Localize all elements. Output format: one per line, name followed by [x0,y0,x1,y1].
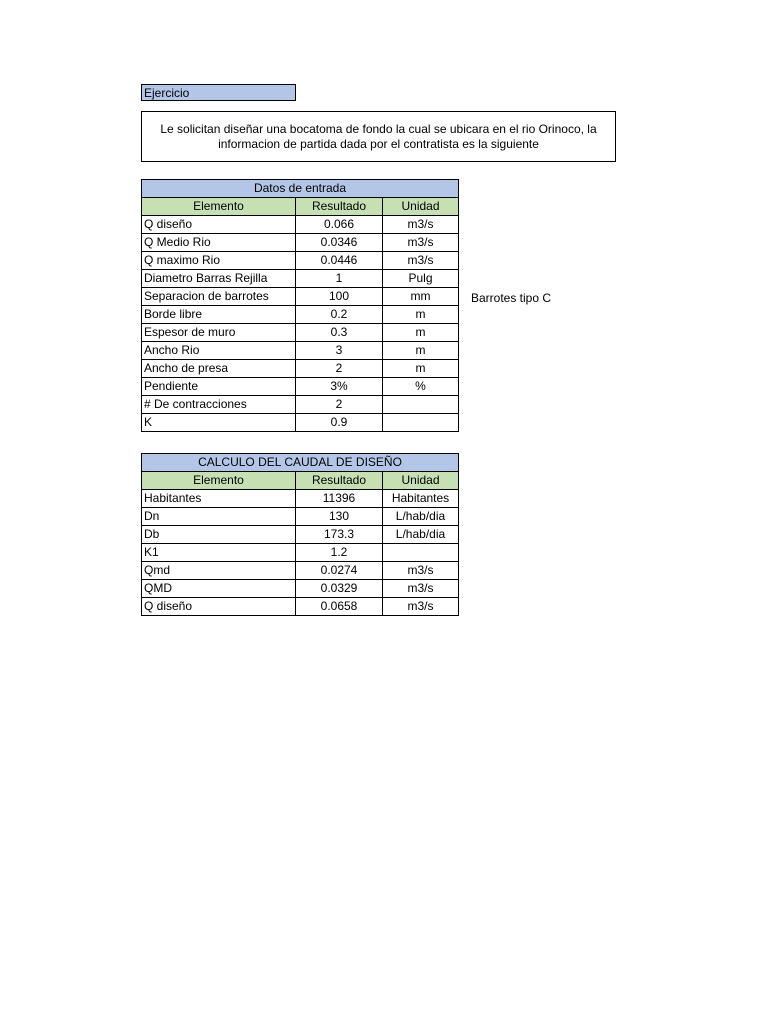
header-elemento: Elemento [142,472,296,490]
cell-unidad: m3/s [383,234,459,252]
cell-unidad: L/hab/dia [383,508,459,526]
cell-resultado: 0.0658 [296,598,383,616]
cell-unidad: m [383,324,459,342]
cell-resultado: 100 [296,288,383,306]
cell-unidad: m3/s [383,562,459,580]
cell-elemento: Diametro Barras Rejilla [142,270,296,288]
header-resultado: Resultado [296,472,383,490]
cell-elemento: Q Medio Rio [142,234,296,252]
cell-elemento: Db [142,526,296,544]
cell-elemento: Ancho de presa [142,360,296,378]
cell-elemento: Espesor de muro [142,324,296,342]
table-row [142,360,459,378]
cell-unidad: Pulg [383,270,459,288]
cell-elemento: Q maximo Rio [142,252,296,270]
table-row [142,490,459,508]
cell-elemento: Separacion de barrotes [142,288,296,306]
side-note: Barrotes tipo C [471,291,552,305]
input-table-title: Datos de entrada [142,180,459,198]
cell-unidad [383,544,459,562]
cell-resultado: 0.3 [296,324,383,342]
table-row [142,270,459,288]
table-row [142,306,459,324]
cell-unidad: Habitantes [383,490,459,508]
cell-elemento: K1 [142,544,296,562]
cell-elemento: Pendiente [142,378,296,396]
cell-elemento: Qmd [142,562,296,580]
design-table-header-row [142,472,459,490]
cell-resultado: 0.2 [296,306,383,324]
cell-unidad [383,396,459,414]
cell-resultado: 3% [296,378,383,396]
cell-unidad: mm [383,288,459,306]
cell-unidad: % [383,378,459,396]
cell-resultado: 3 [296,342,383,360]
table-row [142,396,459,414]
cell-elemento: Borde libre [142,306,296,324]
cell-elemento: Habitantes [142,490,296,508]
header-resultado: Resultado [296,198,383,216]
cell-resultado: 0.0274 [296,562,383,580]
input-table-header-row [142,198,459,216]
cell-resultado: 1 [296,270,383,288]
cell-resultado: 0.066 [296,216,383,234]
design-table-title-row [142,454,459,472]
cell-unidad [383,414,459,432]
cell-unidad: m [383,306,459,324]
cell-resultado: 130 [296,508,383,526]
design-flow-table [141,453,459,616]
header-unidad: Unidad [383,472,459,490]
cell-elemento: # De contracciones [142,396,296,414]
table-row [142,414,459,432]
cell-resultado: 2 [296,396,383,414]
table-row [142,508,459,526]
cell-resultado: 0.9 [296,414,383,432]
table-row [142,544,459,562]
cell-elemento: Q diseño [142,216,296,234]
cell-elemento: Q diseño [142,598,296,616]
table-row [142,234,459,252]
header-unidad: Unidad [383,198,459,216]
cell-unidad: m3/s [383,598,459,616]
cell-unidad: m [383,360,459,378]
cell-resultado: 2 [296,360,383,378]
exercise-label: Ejercicio [141,84,296,101]
design-table-title: CALCULO DEL CAUDAL DE DISEÑO [142,454,459,472]
table-row [142,216,459,234]
table-row [142,580,459,598]
cell-resultado: 0.0446 [296,252,383,270]
table-row [142,598,459,616]
table-row [142,324,459,342]
cell-elemento: QMD [142,580,296,598]
table-row [142,562,459,580]
exercise-description: Le solicitan diseñar una bocatoma de fondo la cual se ubicara en el rio Orinoco, la informacion de partida dada por el contratista es la siguiente [141,111,616,162]
cell-resultado: 173.3 [296,526,383,544]
input-data-table [141,179,459,432]
table-row [142,252,459,270]
cell-unidad: m [383,342,459,360]
cell-elemento: K [142,414,296,432]
cell-elemento: Dn [142,508,296,526]
table-row [142,342,459,360]
input-table-title-row [142,180,459,198]
cell-resultado: 0.0346 [296,234,383,252]
cell-unidad: m3/s [383,580,459,598]
cell-unidad: L/hab/dia [383,526,459,544]
table-row [142,288,459,306]
cell-elemento: Ancho Rio [142,342,296,360]
header-elemento: Elemento [142,198,296,216]
table-row [142,526,459,544]
cell-resultado: 11396 [296,490,383,508]
cell-unidad: m3/s [383,216,459,234]
cell-unidad: m3/s [383,252,459,270]
table-row [142,378,459,396]
cell-resultado: 1.2 [296,544,383,562]
cell-resultado: 0.0329 [296,580,383,598]
